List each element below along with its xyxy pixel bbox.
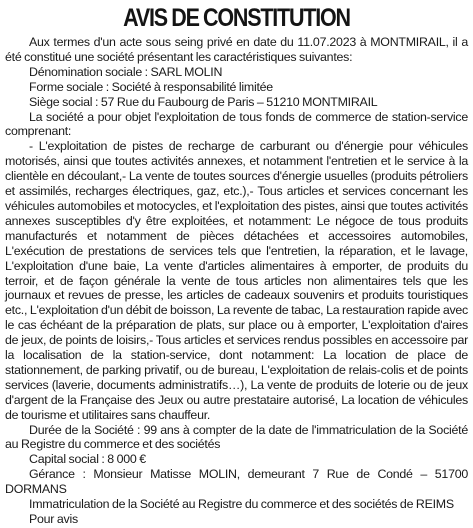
objet-intro-paragraph: La société a pour objet l'exploitation de tous fonds de commerce de station-service comprenant:: [5, 109, 468, 139]
denomination-line: Dénomination sociale : SARL MOLIN: [29, 64, 223, 79]
duree-paragraph: Durée de la Société : 99 ans à compter de la date de l'immatriculation de la Société au Registre du commerce et des sociétés: [5, 422, 468, 452]
gerance-paragraph: Gérance : Monsieur Matisse MOLIN, demeurant 7 Rue de Condé – 51700 DORMANS: [5, 467, 468, 497]
immatriculation-paragraph: Immatriculation de la Société au Registre du commerce et des sociétés de REIMS: [29, 497, 454, 512]
closing-line: Pour avis: [29, 512, 78, 526]
objet-detail-paragraph: - L'exploitation de pistes de recharge de carburant ou d'énergie pour véhicules motorisés, ainsi que toutes activités annexes, et notamment l'entretien et le service à la clientèle en découlant,- La vente de toutes sources d'énergie usuelles (produits pétroliers et assimilés, recharges électriques, gaz, etc.),- Tous articles et services concernant les véhicules automobiles et motocycles, et l'exploitation des pistes, ainsi que toutes activités annexes susceptibles d'y être exploitées, et notamment: Le négoce de tous produits manufacturés et notamment de pièces détachées et accessoires automobiles, L'exécution de prestations de services tels que l'entretien, la réparation, et le lavage, L'exploitation d'une baie, La vente d'articles alimentaires à emporter, de produits du terroir, et de façon générale la vente de tous articles non alimentaires tels que les journaux et revues de presse, les articles de cadeaux souvenirs et produits touristiques etc., L'exploitation d'un débit de boisson, La revente de tabac, La restauration rapide avec le cas échéant de la préparation de plats, sur place ou à emporter, L'exploitation d'aires de jeux, de points de loisirs,- Tous articles et services rendus possibles en accessoire par la localisation de la station-service, dont notamment: La location de place de stationnement, de parking privatif, ou de bureau, L'exploitation de relais-colis et de points services (laverie, documents administratifs…), La vente de produits de loterie ou de jeux d'argent de la Française des Jeux ou autre prestataire autorisé, La location de véhicules de tourisme et utilitaires sans chauffeur.: [5, 139, 468, 422]
capital-line: Capital social : 8 000 €: [29, 452, 146, 467]
notice-title: AVIS DE CONSTITUTION: [123, 4, 350, 32]
siege-line: Siège social : 57 Rue du Faubourg de Paris – 51210 MONTMIRAIL: [29, 94, 378, 109]
forme-line: Forme sociale : Société à responsabilité limitée: [29, 79, 273, 94]
intro-paragraph: Aux termes d'un acte sous seing privé en date du 11.07.2023 à MONTMIRAIL, il a été constitué une société présentant les caractéristiques suivantes:: [5, 35, 468, 64]
